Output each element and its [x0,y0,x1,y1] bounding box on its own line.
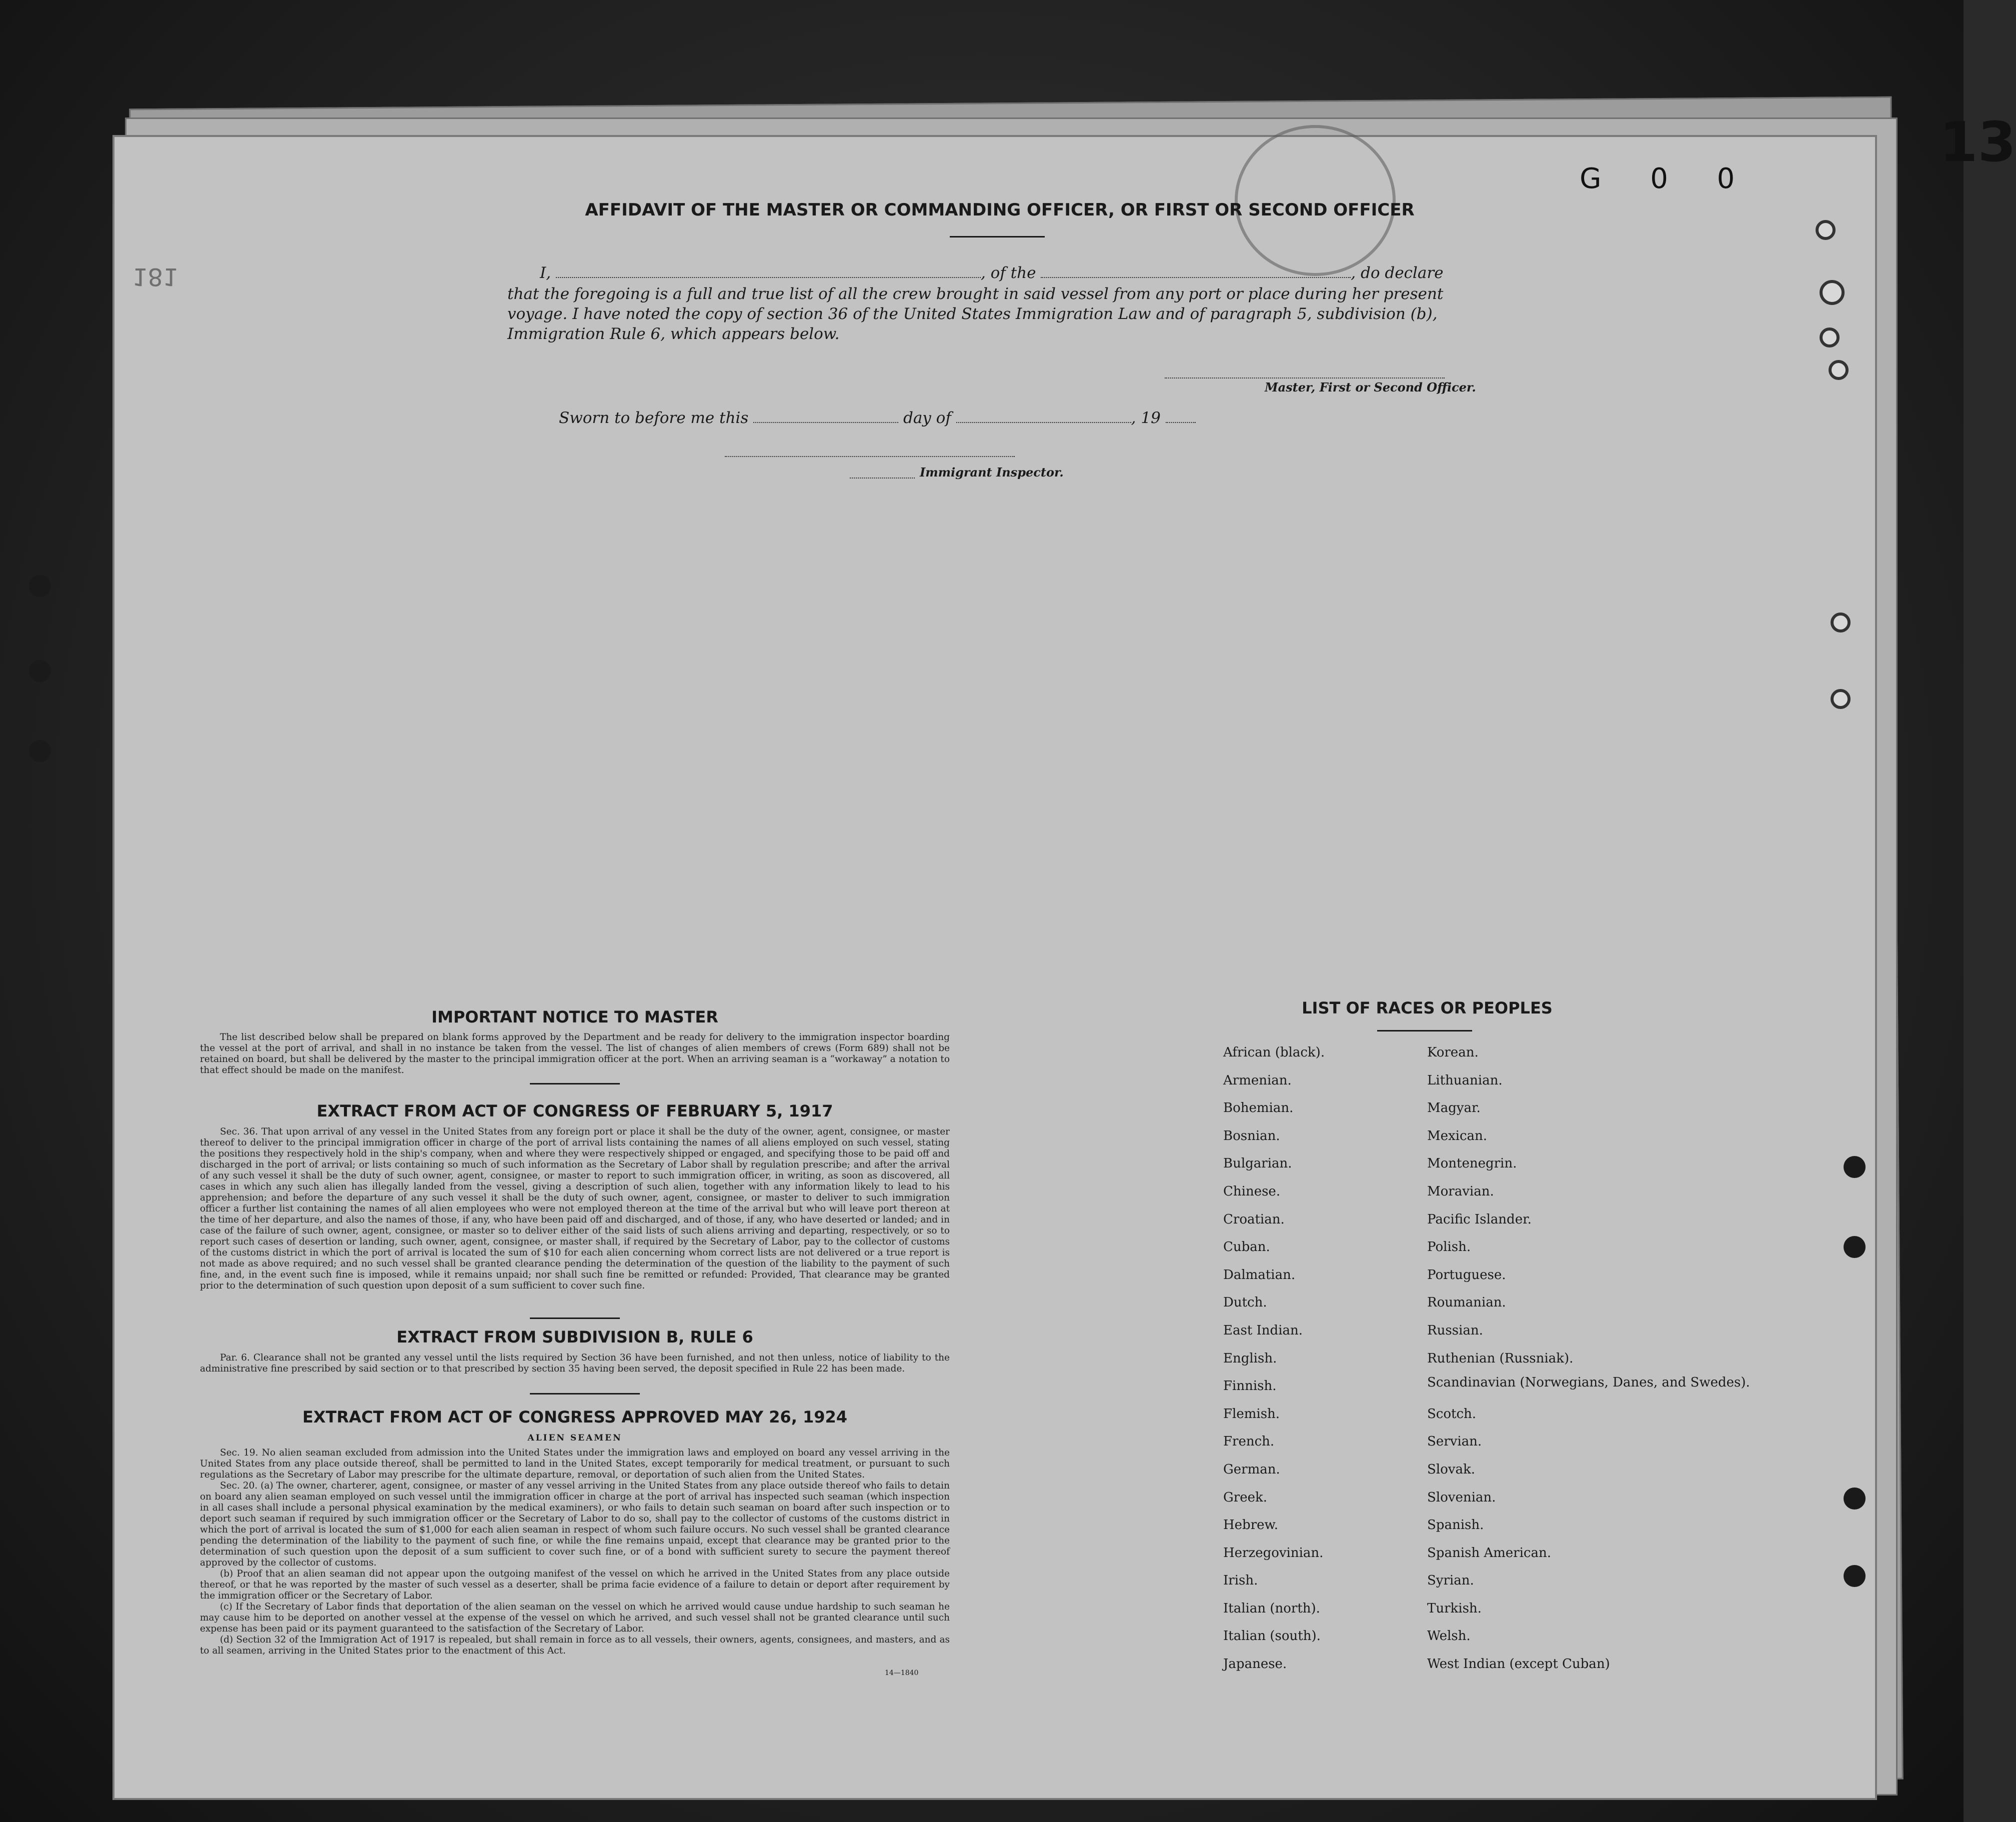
affidavit-line-3: voyage. I have noted the copy of section 36 of the United States Immigration Law and of paragraph 5, subdivision (b), [507,305,1438,323]
extract-1924-heading: EXTRACT FROM ACT OF CONGRESS APPROVED MAY 26, 1924 [302,1408,848,1426]
race-item: Scandinavian (Norwegians, Danes, and Swedes). [1427,1375,1750,1390]
race-item: Korean. [1427,1045,1479,1060]
notice-heading: IMPORTANT NOTICE TO MASTER [431,1008,718,1026]
affidavit-title: AFFIDAVIT OF THE MASTER OR COMMANDING OFFICER, OR FIRST OR SECOND OFFICER [585,200,1415,220]
race-item: Scotch. [1427,1406,1477,1422]
race-item: Russian. [1427,1322,1483,1338]
vessel-name-field[interactable] [1041,265,1351,278]
race-item: Mexican. [1427,1128,1488,1144]
race-item: Bosnian. [1223,1128,1280,1144]
race-item: Montenegrin. [1427,1156,1517,1172]
punch-hole [1831,612,1851,632]
race-item: German. [1223,1462,1280,1477]
race-item: Spanish American. [1427,1545,1552,1560]
rule6-paragraph: Par. 6. Clearance shall not be granted any vessel until the lists required by Section 36 have been furnished, and not then unless, notice of liability to the administrative fine prescribed by said section or to that prescribed by section 35 having been served, the deposit specified in Rule 22 has been made. [200,1352,950,1374]
inspector-signature-line[interactable] [725,456,1015,457]
affidavit-line-2: that the foregoing is a full and true list of all the crew brought in said vessel from any port or place during her present [507,285,1444,303]
section-rule [530,1393,640,1394]
race-item: Bohemian. [1223,1100,1294,1116]
punch-hole [1844,1236,1866,1258]
race-item: Armenian. [1223,1072,1292,1088]
race-item: Cuban. [1223,1240,1270,1255]
race-item: Slovak. [1427,1462,1475,1477]
races-left-column [1223,1042,1325,1682]
punch-hole [1829,360,1849,380]
sworn-prefix: Sworn to before me this [559,409,749,427]
race-item: Slovenian. [1427,1490,1496,1505]
race-item: Irish. [1223,1573,1258,1588]
margin-number: 181 [132,262,178,290]
punch-hole [1844,1156,1866,1178]
sec-20d-paragraph: (d) Section 32 of the Immigration Act of 1917 is repealed, but shall remain in force as to all vessels, their owners, agents, consignees, and masters, and as to all seamen, arriving in the United States prior to the enactment of this Act. [200,1634,950,1656]
punch-hole [29,575,51,597]
sworn-day-field[interactable] [753,410,898,423]
race-item: Japanese. [1223,1656,1287,1672]
race-item: Herzegovinian. [1223,1545,1324,1560]
race-item: Hebrew. [1223,1518,1278,1533]
punch-hole [1816,220,1836,240]
sworn-line [559,409,1196,427]
sworn-day-of: day of [903,409,951,427]
sworn-month-field[interactable] [956,410,1131,423]
sworn-year: , 19 [1131,409,1161,427]
race-item: Bulgarian. [1223,1156,1292,1172]
sec-20c-paragraph: (c) If the Secretary of Labor finds that deportation of the alien seaman on the vessel on which he arrived would cause undue hardship to such seaman he may cause him to be deported on another vessel at the expense of the vessel on which he arrived, and such vessel shall not be granted clearance until such expense has been paid or its payment guaranteed to the satisfaction of the Secretary of Labor. [200,1602,950,1634]
affidavit-line-4: Immigration Rule 6, which appears below. [507,325,840,343]
race-item: French. [1223,1434,1275,1450]
inspector-label: Immigrant Inspector. [920,465,1064,480]
race-item: West Indian (except Cuban) [1427,1656,1610,1672]
race-item: Roumanian. [1427,1295,1506,1310]
race-item: Dutch. [1223,1295,1267,1310]
race-item: Flemish. [1223,1406,1280,1422]
extract-1917-text [200,1126,950,1292]
race-item: Ruthenian (Russniak). [1427,1350,1574,1366]
affidavit-declare: , do declare [1351,264,1444,282]
punch-hole [1820,328,1840,348]
races-heading: LIST OF RACES OR PEOPLES [1302,998,1553,1018]
punch-hole [1831,689,1851,709]
race-item: Lithuanian. [1427,1072,1503,1088]
corner-marks: G 0 0 [1580,162,1755,195]
race-item: Croatian. [1223,1212,1285,1227]
punch-hole [1844,1488,1866,1510]
affidavit-pronoun: I, [540,264,551,282]
title-rule [950,236,1045,238]
extract-rule6-text [200,1352,950,1374]
race-item: Welsh. [1427,1628,1471,1644]
race-item: Italian (south). [1223,1628,1321,1644]
sec-20a-paragraph: Sec. 20. (a) The owner, charterer, agent, consignee, or master of any vessel arriving in the United States from any place outside thereof who fails to detain on board any alien seaman employed on such vessel until the immigration officer in charge at the port of arrival has inspected such seaman (which inspection in all cases shall include a personal physical examination by the medical examiners), or who fails to detain such seaman on board after such inspection or to deport such seaman if required by such immigration officer or the Secretary of Labor to do so, shall pay to the collector of customs of the customs district in which the port of arrival is located the sum of $1,000 for each alien seaman in respect of whom such failure occurs. No such vessel shall be granted clearance pending the determination of the liability to the payment of such fine, or while the fine remains unpaid, except that clearance may be granted prior to the determination of such question upon the deposit of a sum sufficient to cover such fine, or of a bond with sufficient surety to secure the payment thereof approved by the collector of customs. [200,1480,950,1568]
race-item: English. [1223,1350,1277,1366]
race-item: Spanish. [1427,1518,1484,1533]
extract-rule6-heading: EXTRACT FROM SUBDIVISION B, RULE 6 [396,1328,753,1346]
punch-hole [1820,280,1845,305]
race-item: Syrian. [1427,1573,1474,1588]
race-item: Finnish. [1223,1378,1277,1394]
section-36-paragraph: Sec. 36. That upon arrival of any vessel in the United States from any foreign port or place it shall be the duty of the owner, agent, consignee, or master thereof to deliver to the principal immigration officer in charge of the port of arrival lists containing the names of all aliens employed on such vessel, stating the positions they respectively hold in the ship's company, when and where they were respectively shipped or engaged, and specifying those to be paid off and discharged in the port of arrival; or lists containing so much of such information as the Secretary of Labor shall by regulation prescribe; and after the arrival of any such vessel it shall be the duty of such owner, agent, consignee, or master to report to such immigration officer, in writing, as soon as discovered, all cases in which any such alien has illegally landed from the vessel, giving a description of such alien, together with any information likely to lead to his apprehension; and before the departure of any such vessel it shall be the duty of such owner, agent, consignee, or master to deliver to such immigration officer a further list containing the names of all alien employees who were not employed thereon at the time of the arrival but who will leave port thereon at the time of her departure, and also the names of those, if any, who have been paid off and discharged, and of those, if any, who have deserted or landed; and in case of the failure of such owner, agent, consignee, or master so to deliver either of the said lists of such aliens arriving and departing, respectively, or so to report such cases of desertion or landing, such owner, agent, consignee, or master shall, if required by the Secretary of Labor, pay to the collector of customs of the customs district in which the port of arrival is located the sum of $10 for each alien concerning whom correct lists are not delivered or a true report is not made as above required; and no such vessel shall be granted clearance pending the determination of the question of the liability to the payment of such fine, and, in the event such fine is imposed, while it remains unpaid; nor shall such fine be remitted or refunded: Provided, That clearance may be granted prior to the determination of such question upon deposit of a sum sufficient to cover such fine. [200,1126,950,1291]
extract-1924-text [200,1448,950,1656]
punch-hole [1844,1565,1866,1587]
form-number: 14—1840 [885,1669,919,1677]
affidavit-of-the: , of the [980,264,1036,282]
section-rule [530,1083,620,1084]
race-item: Turkish. [1427,1600,1482,1616]
notice-paragraph: The list described below shall be prepared on blank forms approved by the Department and be ready for delivery to the immigration inspector boarding the vessel at the port of arrival, and shall in no instance be taken from the vessel. The list of changes of alien members of crews (Form 689) shall not be retained on board, but shall be delivered by the master to the principal immigration officer at the port. When an arriving seaman is a “workaway” a notation to that effect should be made on the manifest. [200,1032,950,1076]
races-right-column [1427,1042,1750,1682]
race-item: Magyar. [1427,1100,1481,1116]
race-item: Servian. [1427,1434,1482,1450]
race-item: Chinese. [1223,1184,1281,1199]
officer-name-field[interactable] [556,265,981,278]
race-item: Greek. [1223,1490,1267,1505]
sec-20b-paragraph: (b) Proof that an alien seaman did not appear upon the outgoing manifest of the vessel on which he arrived in the United States from any place outside thereof, or that he was reported by the master of such vessel as a deserter, shall be prima facie evidence of a failure to detain or deport after requirement by the immigration officer or the Secretary of Labor. [200,1568,950,1601]
race-item: Portuguese. [1427,1267,1506,1282]
alien-seamen-subheading: ALIEN SEAMEN [527,1433,622,1443]
race-item: African (black). [1223,1045,1325,1060]
race-item: Pacific Islander. [1427,1212,1532,1227]
extract-1917-heading: EXTRACT FROM ACT OF CONGRESS OF FEBRUARY 5, 1917 [316,1102,833,1120]
punch-hole [29,660,51,682]
races-rule [1377,1030,1472,1032]
race-item: Moravian. [1427,1184,1494,1199]
sec-19-paragraph: Sec. 19. No alien seaman excluded from admission into the United States under the immigration laws and employed on board any vessel arriving in the United States from any place outside thereof, shall be permitted to land in the United States, except temporarily for medical treatment, or pursuant to such regulations as the Secretary of Labor may prescribe for the ultimate departure, removal, or deportation of such alien from the United States. [200,1448,950,1480]
punch-hole [29,740,51,762]
notice-text [200,1032,950,1076]
race-item: Dalmatian. [1223,1267,1296,1282]
section-rule [530,1318,620,1319]
master-signature-label: Master, First or Second Officer. [1265,380,1476,394]
affidavit-line-1 [540,264,1443,282]
race-item: Italian (north). [1223,1600,1320,1616]
race-item: East Indian. [1223,1322,1303,1338]
sworn-year-field[interactable] [1166,410,1196,423]
corner-stamp: 13 [1940,110,2016,174]
race-item: Polish. [1427,1240,1471,1255]
